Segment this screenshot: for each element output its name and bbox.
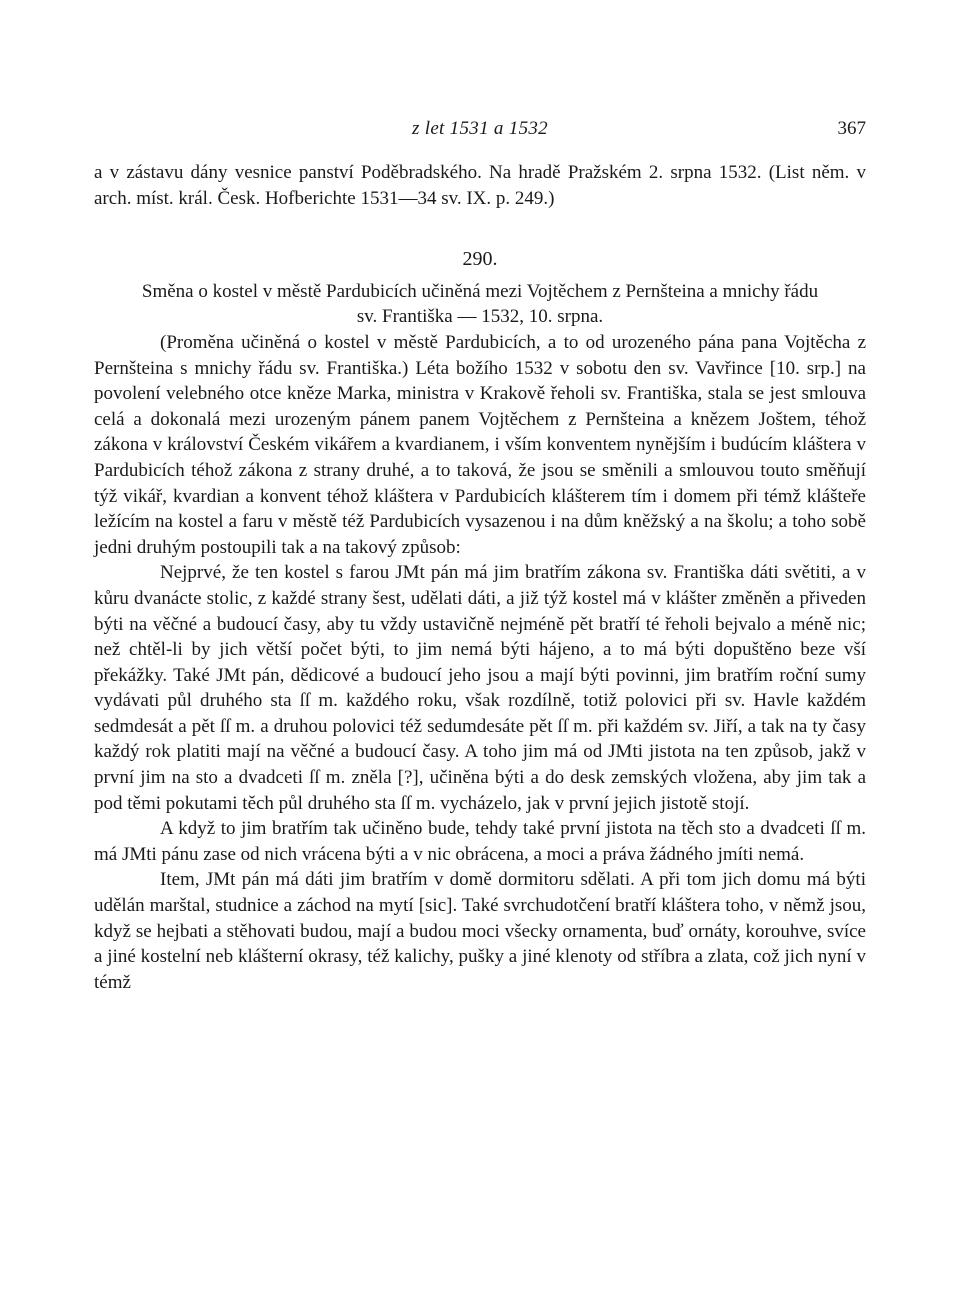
text-block — [94, 160, 866, 995]
document-summary: (Proměna učiněná o kostel v městě Pardubicích, a to od urozeného pána pana Vojtěcha z Pernšteina s mnichy řádu sv. Františka.) Léta božího 1532 v sobotu den sv. Vavřince [10. srp.] na povolení velebného otce kněze Marka, ministra v Krakově řeholi sv. Františka, stala se jest smlouva celá a dokonalá mezi urozeným pánem panem Vojtěchem z Pernšteina a knězem Joštem, téhož zákona v království Českém vikářem a kvardianem, i vším konventem nynějším i budúcím kláštera v Pardubicích téhož zákona z strany druhé, a to taková, že jsou se směnili a smlouvou touto směňují týž vikář, kvardian a konvent téhož kláštera v Pardubicích klášterem tím i domem při témž klášteře ležícím na kostel a faru v městě též Pardubicích vysazenou i na dům kněžský a na školu; a toho sobě jedni druhým postoupili tak a na takový způsob: — [94, 331, 866, 558]
page-header — [94, 118, 866, 144]
document-title-line: sv. Františka — 1532, 10. srpna. — [356, 306, 604, 328]
body-paragraph: A když to jim bratřím tak učiněno bude, tehdy také první jistota na těch sto a dvadceti ſſ m. má JMti pánu zase od nich vrácena býti a v nic obrácena, a moci a práva žádného jmíti nemá. — [94, 818, 866, 865]
body-paragraph: Nejprvé, že ten kostel s farou JMt pán má jim bratřím zákona sv. Františka dáti světiti, a v kůru dvanácte stolic, z každé strany šest, udělati dáti, a již týž kostel má v klášter změněn a přiveden býti na věčné a budoucí časy, aby tu vždy ustavičně nejméně pět bratří té řeholi bejvalo a méně nic; než chtěl-li by jich větší počet býti, to jim nemá býti hájeno, a to má býti dopuštěno beze vší překážky. Také JMt pán, dědicové a budoucí jeho jsou a mají býti povinni, jim bratřím roční sumy vydávati půl druhého sta ſſ m. každého roku, však rozdílně, totiž polovici při sv. Havle každém sedmdesát a pět ſſ m. a druhou polovici též sedumdesáte pět ſſ m. při každém sv. Jiří, a tak na ty časy každý rok platiti mají na věčné a budoucí časy. A toho jim má od JMti jistota na ten způsob, jakž v první jim na sto a dvadceti ſſ m. zněla [?], učiněna býti a do desk zemských vložena, aby jim tak a pod těmi pokutami těch půl druhého sta ſſ m. vycházelo, jak v první jejich jistotě stojí. — [94, 562, 866, 814]
document-number: 290. — [462, 248, 498, 271]
carryover-paragraph: a v zástavu dány vesnice panství Poděbradského. Na hradě Pražském 2. srpna 1532. (List něm. v arch. míst. král. Česk. Hofberichte 1531—34 sv. IX. p. 249.) — [94, 162, 866, 209]
running-title: z let 1531 a 1532 — [412, 118, 548, 139]
page-number: 367 — [837, 118, 866, 139]
document-title-line: Směna o kostel v městě Pardubicích učiněná mezi Vojtěchem z Pernšteina a mnichy řádu — [141, 280, 819, 302]
body-paragraph: Item, JMt pán má dáti jim bratřím v domě dormitoru sdělati. A při tom jich domu má býti udělán marštal, studnice a záchod na mytí [sic]. Také svrchudotčení bratří kláštera toho, v němž jsou, když se hejbati a stěhovati budou, mají a budou moci všecky ornamenta, buď ornáty, korouhve, svíce a jiné kostelní neb klášterní okrasy, též kalichy, pušky a jiné klenoty od stříbra a zlata, což jich nyní v témž — [94, 869, 866, 993]
document-title — [94, 279, 866, 330]
